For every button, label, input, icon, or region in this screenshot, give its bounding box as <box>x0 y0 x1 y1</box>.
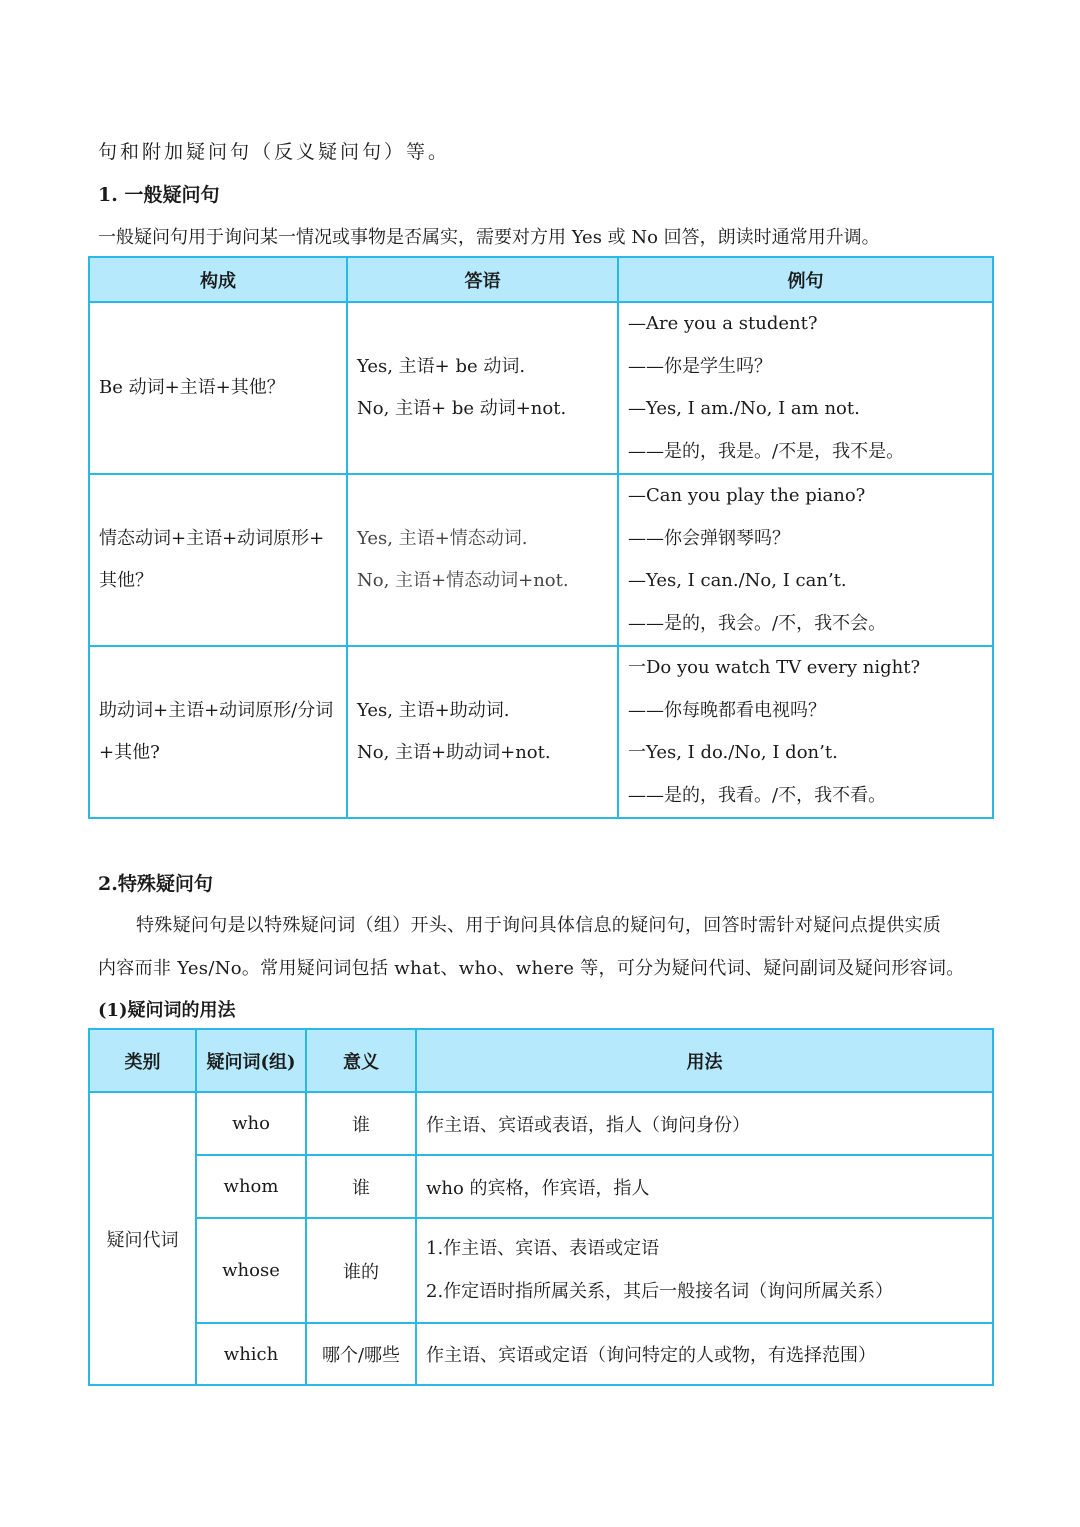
table-header-row <box>89 1029 993 1092</box>
example-line: ——你是学生吗？ <box>628 355 772 377</box>
structure-cell <box>89 474 347 646</box>
meaning-cell: 谁 <box>306 1092 416 1155</box>
answer-line: Yes, 主语+ be 动词. <box>357 355 526 377</box>
example-line: ——是的，我看。/不，我不看。 <box>628 784 887 806</box>
section2-paragraph-line1: 特殊疑问句是以特殊疑问词（组）开头、用于询问具体信息的疑问句，回答时需针对疑问点提供实质 <box>136 915 942 936</box>
section1-description: 一般疑问句用于询问某一情况或事物是否属实，需要对方用 Yes 或 No 回答，朗读时通常用升调。 <box>98 227 880 248</box>
answer-cell <box>347 474 618 646</box>
word-cell: whom <box>196 1155 306 1218</box>
question-word-table <box>88 1028 994 1386</box>
header-answer: 答语 <box>347 257 618 302</box>
example-line: —Are you a student? <box>628 313 818 334</box>
structure-cell <box>89 302 347 474</box>
example-line: 一Yes, I do./No, I don’t. <box>628 742 838 763</box>
example-line: ——你每晚都看电视吗？ <box>628 699 826 721</box>
structure-line: 其他？ <box>99 570 153 591</box>
header-meaning: 意义 <box>306 1029 416 1092</box>
example-line: ——是的，我会。/不，我不会。 <box>628 612 887 634</box>
usage-cell <box>416 1323 993 1385</box>
general-question-table <box>88 256 994 819</box>
section1-heading: 1. 一般疑问句 <box>98 184 220 206</box>
structure-line: +其他? <box>99 742 160 763</box>
example-line: —Yes, I can./No, I can’t. <box>628 570 847 591</box>
example-cell <box>618 302 993 474</box>
header-word: 疑问词(组) <box>196 1029 306 1092</box>
example-line: 一Do you watch TV every night? <box>628 657 921 678</box>
example-line: ——你会弹钢琴吗？ <box>628 527 790 549</box>
answer-line: No, 主语+情态动词+not. <box>357 570 569 591</box>
usage-cell <box>416 1155 993 1218</box>
answer-cell <box>347 302 618 474</box>
table-row <box>89 1155 993 1218</box>
structure-cell <box>89 646 347 818</box>
answer-line: No, 主语+助动词+not. <box>357 742 551 763</box>
usage-line: 1.作主语、宾语、表语或定语 <box>426 1238 660 1259</box>
table-row <box>89 302 993 474</box>
section2-heading: 2.特殊疑问句 <box>98 873 213 895</box>
usage-line: who 的宾格，作宾语，指人 <box>426 1177 650 1199</box>
usage-line: 作主语、宾语或表语，指人（询问身份） <box>426 1114 750 1136</box>
section2-paragraph-line2: 内容而非 Yes/No。常用疑问词包括 what、who、where 等，可分为疑问代词、疑问副词及疑问形容词。 <box>98 958 965 979</box>
answer-line: Yes, 主语+情态动词. <box>357 527 528 549</box>
table-row <box>89 474 993 646</box>
answer-line: Yes, 主语+助动词. <box>357 699 510 721</box>
usage-cell <box>416 1092 993 1155</box>
example-line: —Yes, I am./No, I am not. <box>628 398 860 419</box>
header-usage: 用法 <box>416 1029 993 1092</box>
example-line: ——是的，我是。/不是，我不是。 <box>628 440 905 462</box>
word-cell: who <box>196 1092 306 1155</box>
word-cell: whose <box>196 1218 306 1323</box>
header-category: 类别 <box>89 1029 196 1092</box>
category-cell: 疑问代词 <box>89 1092 196 1385</box>
example-line: —Can you play the piano? <box>628 485 866 506</box>
intro-text: 句和附加疑问句（反义疑问句）等。 <box>98 141 451 163</box>
structure-line: 助动词+主语+动词原形/分词 <box>99 699 334 721</box>
answer-line: No, 主语+ be 动词+not. <box>357 398 567 419</box>
word-cell: which <box>196 1323 306 1385</box>
structure-line: Be 动词+主语+其他？ <box>99 376 285 398</box>
answer-cell <box>347 646 618 818</box>
table-row <box>89 1218 993 1323</box>
usage-line: 作主语、宾语或定语（询问特定的人或物，有选择范围） <box>426 1345 876 1366</box>
example-cell <box>618 646 993 818</box>
table-row <box>89 1323 993 1385</box>
usage-line: 2.作定语时指所属关系，其后一般接名词（询问所属关系） <box>426 1280 894 1302</box>
section2-subheading: (1)疑问词的用法 <box>98 1000 236 1021</box>
meaning-cell: 哪个/哪些 <box>306 1323 416 1385</box>
meaning-cell: 谁的 <box>306 1218 416 1323</box>
table-header-row <box>89 257 993 302</box>
usage-cell <box>416 1218 993 1323</box>
header-example: 例句 <box>618 257 993 302</box>
example-cell <box>618 474 993 646</box>
structure-line: 情态动词+主语+动词原形+ <box>99 527 325 549</box>
table-row <box>89 1092 993 1155</box>
header-structure: 构成 <box>89 257 347 302</box>
meaning-cell: 谁 <box>306 1155 416 1218</box>
table-row <box>89 646 993 818</box>
